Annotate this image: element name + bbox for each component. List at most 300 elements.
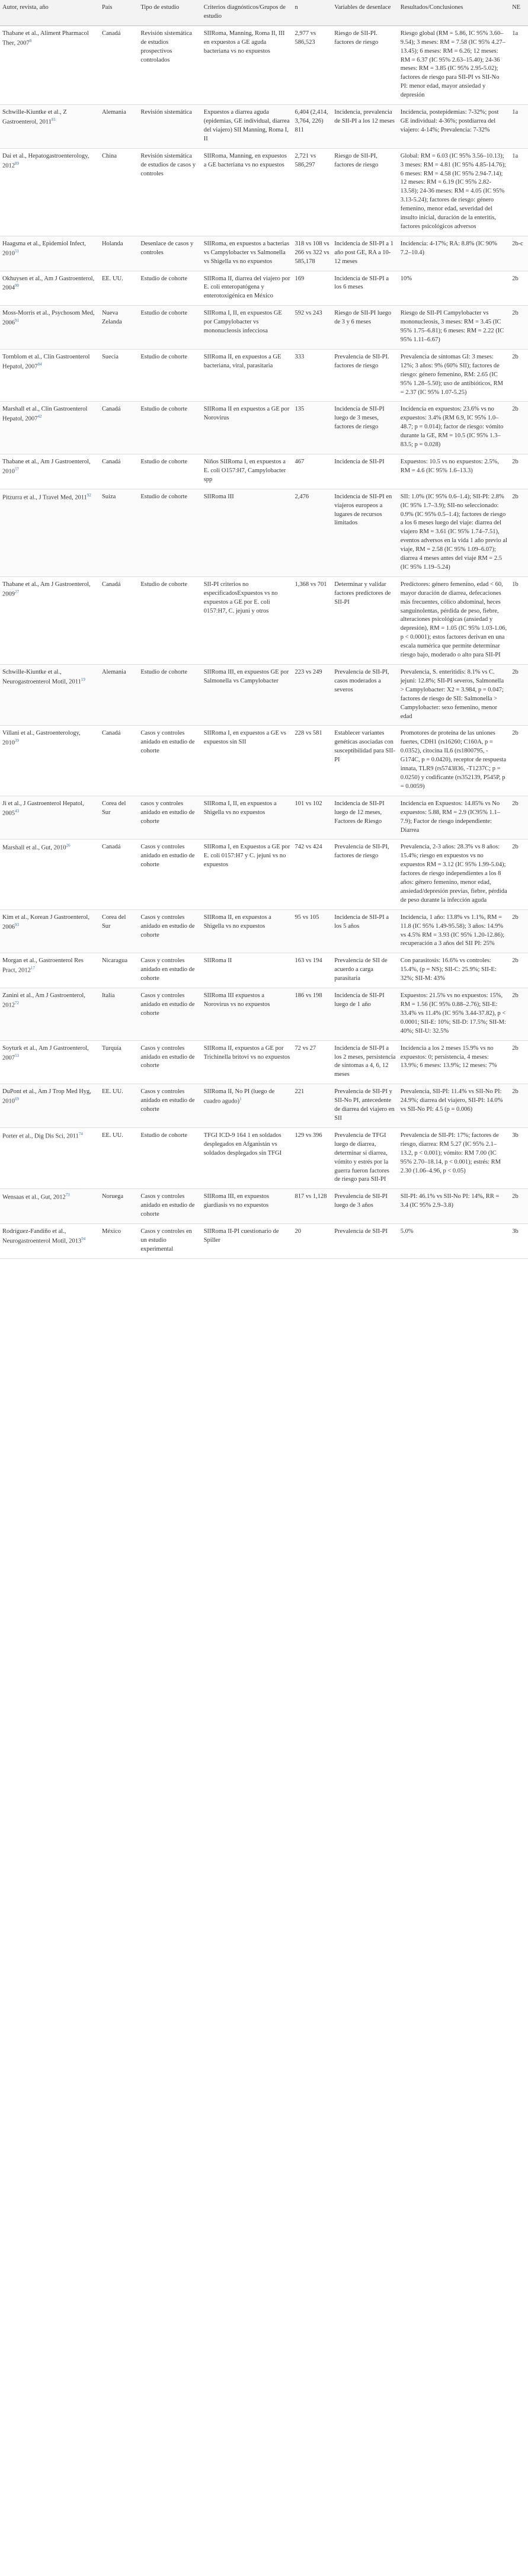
- cell-country-text: Alemania: [101, 109, 126, 116]
- table-row: [0, 306, 528, 350]
- cell-evidence-level-text: 2b: [512, 800, 519, 807]
- reference-link[interactable]: 92: [87, 492, 91, 498]
- cell-country: [100, 1224, 138, 1259]
- cell-n-text: 6,404 (2,414, 3,764, 226) 811: [295, 109, 328, 133]
- table-row: [0, 1084, 528, 1128]
- cell-author-text: Ji et al., J Gastroenterol Hepatol, 2005: [2, 800, 84, 817]
- cell-outcome-text: Riesgo de SII-PI luego de 3 y 6 meses: [334, 310, 392, 326]
- cell-n-text: 592 vs 243: [295, 310, 322, 317]
- table-body: [0, 25, 528, 1258]
- cell-n: [293, 1127, 332, 1188]
- cell-criteria-text: TFGI ICD-9 164 1 en soldados desplegados en Afganistán vs soldados desplegados sin TFGI: [203, 1132, 282, 1156]
- cell-evidence-level-text: 1a: [512, 152, 519, 159]
- cell-criteria: [201, 1224, 293, 1259]
- cell-n: [293, 454, 332, 489]
- cell-author: [0, 796, 100, 840]
- cell-criteria-text: SII-PI criterios no especificadosExpuestos vs no expuestos a GE por E. coli 0157:H7, C. jejuni y otros: [203, 581, 278, 614]
- cell-country-text: Corea del Sur: [101, 800, 126, 816]
- table-row: [0, 489, 528, 576]
- column-header-study-type: Tipo de estudio: [138, 0, 201, 25]
- reference-link[interactable]: 57: [15, 466, 19, 472]
- cell-n-text: 20: [295, 1228, 302, 1235]
- cell-results: [398, 726, 510, 796]
- cell-results: [398, 988, 510, 1041]
- reference-link[interactable]: 53: [15, 1053, 19, 1058]
- cell-results: [398, 402, 510, 454]
- cell-n: [293, 840, 332, 909]
- cell-outcome: [332, 1224, 398, 1259]
- cell-author-text: Morgan et al., Gastroenterol Res Pract, 2012: [2, 957, 84, 974]
- cell-author-text: Dai et al., Hepatogastroenterology, 2012: [2, 152, 89, 169]
- cell-study-type: [138, 665, 201, 726]
- reference-link[interactable]: 42: [37, 414, 42, 419]
- cell-author-text: DuPont et al., Am J Trop Med Hyg, 2010: [2, 1088, 91, 1105]
- cell-study-type: [138, 576, 201, 664]
- cell-country: [100, 576, 138, 664]
- cell-outcome-text: Establecer variantes genéticas asociadas con susceptibilidad para SII-PI: [334, 730, 395, 764]
- cell-outcome-text: Incidencia de SII-PI luego de 1 año: [334, 992, 385, 1008]
- cell-n-text: 817 vs 1,128: [295, 1193, 327, 1200]
- cell-results: [398, 271, 510, 306]
- cell-study-type: [138, 271, 201, 306]
- cell-evidence-level-text: 2b: [512, 669, 519, 675]
- cell-country-text: México: [101, 1228, 121, 1235]
- cell-n: [293, 576, 332, 664]
- header-row: [0, 0, 528, 25]
- cell-outcome-text: Prevalencia de SII-PI: [334, 1228, 388, 1235]
- table-row: [0, 726, 528, 796]
- cell-study-type-text: Casos y controles anidado en estudio de cohorte: [140, 992, 195, 1017]
- reference-link[interactable]: 8: [29, 38, 32, 43]
- cell-results: [398, 796, 510, 840]
- cell-n-text: 101 vs 102: [295, 800, 322, 807]
- cell-study-type-text: Estudio de cohorte: [140, 353, 188, 360]
- cell-evidence-level-text: 2b: [512, 844, 519, 851]
- cell-country-text: Turquía: [101, 1045, 121, 1052]
- cell-author-text: Zanini et al., Am J Gastroenterol, 2012: [2, 992, 85, 1009]
- cell-n-text: 2,476: [295, 493, 309, 500]
- column-header-results: Resultados/Conclusiones: [398, 0, 510, 25]
- column-header-country: País: [100, 0, 138, 25]
- cell-outcome: [332, 402, 398, 454]
- cell-evidence-level: [510, 402, 528, 454]
- cell-n: [293, 665, 332, 726]
- cell-author-text: Pitzurra et al., J Travel Med, 2011: [2, 494, 87, 501]
- cell-results: [398, 840, 510, 909]
- cell-author: [0, 840, 100, 909]
- cell-author: [0, 1224, 100, 1259]
- cell-country: [100, 665, 138, 726]
- cell-country: [100, 236, 138, 271]
- reference-link[interactable]: 84: [37, 361, 42, 367]
- cell-outcome-text: Prevalencia de SII-PI. factores de riesgo: [334, 353, 389, 369]
- cell-n: [293, 271, 332, 306]
- cell-results: [398, 489, 510, 576]
- cell-country: [100, 1084, 138, 1128]
- cell-criteria-text: SIIRoma III, en expuestos giardiasis vs no expuestos: [203, 1193, 269, 1209]
- cell-evidence-level: [510, 988, 528, 1041]
- table-row: [0, 1040, 528, 1084]
- cell-evidence-level: [510, 1224, 528, 1259]
- cell-results-text: Predictores: género femenino, edad < 60, mayor duración de diarrea, defecaciones más frecuentes, cólico abdominal, heces sanguinolentas, pérdida de peso, fiebre, alteraciones psicológicas (ansiedad y depresión), RM = 1.05 (IC 95% 1.03-1.06, p < 0.0001); estos factores derivan en una escala numérica que permite determinar riesgo bajo, moderado o alto para SII-PI: [400, 581, 507, 659]
- cell-criteria: [201, 454, 293, 489]
- cell-outcome: [332, 1189, 398, 1224]
- cell-outcome: [332, 306, 398, 350]
- cell-results-text: Prevalencia de síntomas GI: 3 meses: 12%; 3 años: 9% (60% SII); factores de riesgo: género femenino, RM: 2.65 (IC 95% 1.28–5.50); uso de antibióticos, RM = 2.37 (IC 95% 1.07-5.25): [400, 353, 503, 396]
- cell-results-text: Prevalencia, 2-3 años: 28.3% vs 8 años: 15.4%; riesgo en expuestos vs no expuestos RM = 3.12 (IC 95% 1.99-5.04); factores de riesgo independientes a los 8 años: género femenino, menor edad, ansiedad/depresión previas, fiebre, pérdida de peso durante la infección aguda: [400, 844, 507, 903]
- cell-outcome: [332, 1040, 398, 1084]
- cell-country-text: EE. UU.: [101, 1132, 123, 1139]
- cell-author: [0, 1127, 100, 1188]
- cell-outcome: [332, 148, 398, 236]
- cell-study-type: [138, 1189, 201, 1224]
- cell-outcome: [332, 988, 398, 1041]
- cell-results: [398, 236, 510, 271]
- cell-evidence-level-text: 2b: [512, 353, 519, 360]
- cell-study-type-text: Estudio de cohorte: [140, 406, 188, 413]
- cell-country-text: Canadá: [101, 581, 121, 588]
- reference-link[interactable]: 39: [15, 738, 19, 744]
- cell-author: [0, 271, 100, 306]
- cell-n-text: 135: [295, 406, 305, 413]
- cell-evidence-level: [510, 909, 528, 953]
- cell-evidence-level-text: 1a: [512, 30, 519, 37]
- cell-study-type-text: Casos y controles anidado en estudio de cohorte: [140, 1088, 195, 1113]
- cell-author: [0, 306, 100, 350]
- cell-study-type-text: Revisión sistemática: [140, 109, 192, 116]
- cell-author-text: Schwille-Kiuntke et al., Z Gastroenterol, 2011: [2, 109, 67, 126]
- cell-criteria: [201, 840, 293, 909]
- cell-author: [0, 236, 100, 271]
- cell-country: [100, 840, 138, 909]
- cell-study-type-text: Desenlace de casos y controles: [140, 240, 194, 256]
- reference-link[interactable]: 17: [30, 966, 35, 971]
- table-header: [0, 0, 528, 25]
- cell-criteria: [201, 576, 293, 664]
- reference-link[interactable]: 89: [15, 161, 19, 166]
- table-row: [0, 796, 528, 840]
- cell-criteria-text: SIIRoma, en expuestos a bacterias vs Campylobacter vs Salmonella vs Shigella vs no expuestos: [203, 240, 290, 265]
- cell-n: [293, 402, 332, 454]
- cell-country-text: EE. UU.: [101, 1088, 123, 1095]
- cell-author: [0, 909, 100, 953]
- table-row: [0, 148, 528, 236]
- column-header-n: n: [293, 0, 332, 25]
- cell-n-text: 1,368 vs 701: [295, 581, 327, 588]
- cell-evidence-level-text: 2b: [512, 1193, 519, 1200]
- cell-outcome-text: Incidencia de SII-PI en viajeros europeos a lugares de recursos limitados: [334, 493, 392, 527]
- cell-n: [293, 1224, 332, 1259]
- cell-n-text: 163 vs 194: [295, 957, 322, 965]
- cell-study-type: [138, 1084, 201, 1128]
- cell-criteria-text: SIIRoma, Manning, Roma II, III en expuestos a GE aguda bacteriana vs no expuestos: [203, 30, 285, 55]
- cell-outcome: [332, 726, 398, 796]
- cell-evidence-level: [510, 271, 528, 306]
- cell-results: [398, 306, 510, 350]
- cell-author: [0, 988, 100, 1041]
- reference-link[interactable]: 26: [66, 843, 71, 848]
- cell-country: [100, 726, 138, 796]
- cell-study-type: [138, 953, 201, 988]
- cell-country: [100, 1189, 138, 1224]
- cell-outcome: [332, 489, 398, 576]
- cell-outcome: [332, 349, 398, 402]
- cell-evidence-level: [510, 796, 528, 840]
- column-header-outcome: Variables de desenlace: [332, 0, 398, 25]
- cell-n: [293, 148, 332, 236]
- cell-study-type-text: casos y controles anidado en estudio de cohorte: [140, 800, 195, 825]
- reference-link[interactable]: 69: [15, 1097, 19, 1102]
- table-row: [0, 1189, 528, 1224]
- reference-link[interactable]: 94: [81, 1236, 86, 1241]
- footnote-link[interactable]: 1: [239, 1097, 242, 1102]
- cell-evidence-level-text: 1a: [512, 109, 519, 116]
- cell-study-type: [138, 1040, 201, 1084]
- cell-evidence-level: [510, 489, 528, 576]
- cell-outcome-text: Incidencia de SII-PI a 1 año post GE, RA a 10-12 meses: [334, 240, 393, 265]
- cell-n: [293, 236, 332, 271]
- table-row: [0, 454, 528, 489]
- table-row: [0, 271, 528, 306]
- cell-outcome-text: Incidencia de SII-PI a los 5 años: [334, 914, 389, 930]
- column-header-evidence-level: NE: [510, 0, 528, 25]
- cell-evidence-level-text: 1b: [512, 581, 519, 588]
- cell-country-text: Suecia: [101, 353, 119, 360]
- cell-author-text: Marshall et al., Gut, 2010: [2, 844, 66, 851]
- cell-author: [0, 489, 100, 576]
- reference-link[interactable]: 93: [15, 922, 19, 927]
- cell-n: [293, 796, 332, 840]
- cell-author-text: Wensaas et al., Gut, 2012: [2, 1194, 66, 1201]
- cell-country-text: Canadá: [101, 844, 121, 851]
- cell-outcome-text: Prevalencia de TFGI luego de diarrea, determinar si diarrea, vómito y estrés por la guerra fueron factores de riesgo para SII-PI: [334, 1132, 389, 1183]
- cell-study-type-text: Casos y controles anidado en estudio de cohorte: [140, 957, 195, 982]
- cell-criteria: [201, 148, 293, 236]
- cell-criteria-text: SIIRoma I, II, en expuestos GE por Campylobacter vs mononucleosis infecciosa: [203, 310, 282, 335]
- cell-n-text: 72 vs 27: [295, 1045, 316, 1052]
- cell-evidence-level: [510, 236, 528, 271]
- cell-author-text: Schwille-Kiuntke et al., Neurogastroenterol Motil, 2011: [2, 669, 81, 685]
- cell-evidence-level: [510, 840, 528, 909]
- cell-results-text: Incidencia, 1 año: 13.8% vs 1.1%, RM = 11.8 (IC 95% 1.49-95.58); 3 años: 14.9% vs 4.5% RM = 3.93 (IC 95% 1.20-12.86); recuperación a 3 años del SII PI: 25%: [400, 914, 505, 947]
- cell-n: [293, 25, 332, 104]
- reference-link[interactable]: 73: [65, 1193, 70, 1198]
- cell-evidence-level: [510, 665, 528, 726]
- cell-author: [0, 1040, 100, 1084]
- cell-author-text: Rodríguez-Fandiño et al., Neurogastroenterol Motil, 2013: [2, 1228, 82, 1245]
- cell-results-text: Incidencia: 4-17%; RA: 8.8% (IC 90% 7.2–10.4): [400, 240, 498, 256]
- cell-results-text: SII: 1.0% (IC 95% 0.6–1.4); SII-PI: 2.8% (IC 95% 1.7–3.9); SII-no seleccionado: 0.9% (IC 95% 0.5–1.4); factores de riesgo a los 6 meses luego del viaje: diarrea del viajero RM = 3.61 (IC 95% 1.74–7.51), eventos adversos en la vida 1 año previo al viaje, RM = 2.58 (IC 95% 1.09–6.07); diarrea 4 meses antes del viaje RM = 2.5 (IC 95% 1.19–5.24): [400, 493, 507, 571]
- cell-country-text: Canadá: [101, 30, 121, 37]
- cell-outcome: [332, 796, 398, 840]
- cell-country: [100, 909, 138, 953]
- cell-n: [293, 1040, 332, 1084]
- cell-n: [293, 953, 332, 988]
- reference-link[interactable]: 91: [15, 318, 19, 323]
- table-row: [0, 665, 528, 726]
- cell-criteria: [201, 349, 293, 402]
- cell-n-text: 318 vs 108 vs 266 vs 322 vs 585,178: [295, 240, 329, 265]
- cell-n: [293, 909, 332, 953]
- reference-link[interactable]: 19: [81, 677, 85, 682]
- cell-results: [398, 909, 510, 953]
- evidence-table: [0, 0, 528, 1259]
- cell-author-text: Marshall et al., Clin Gastroenterol Hepatol, 2007: [2, 406, 88, 422]
- cell-n-text: 333: [295, 353, 305, 360]
- cell-n-text: 2,721 vs 586,297: [295, 152, 316, 168]
- cell-study-type: [138, 796, 201, 840]
- cell-results-text: 10%: [400, 275, 412, 282]
- cell-results-text: Incidencia, postepidemias: 7-32%; post GE individual: 4-36%; postdiarrea del viajero: 4-14%; Prevalencia: 7-32%: [400, 109, 499, 133]
- cell-study-type: [138, 489, 201, 576]
- cell-study-type: [138, 988, 201, 1041]
- cell-results: [398, 148, 510, 236]
- cell-author-text: Villani et al., Gastroenterology, 2010: [2, 730, 81, 746]
- cell-n-text: 95 vs 105: [295, 914, 319, 921]
- cell-evidence-level-text: 2b: [512, 992, 519, 999]
- cell-study-type-text: Estudio de cohorte: [140, 581, 188, 588]
- cell-criteria-text: SIIRoma II, diarrea del viajero por E. coli enteropatógena y enterotoxigénica en México: [203, 275, 290, 300]
- table-row: [0, 402, 528, 454]
- cell-study-type-text: Casos y controles en un estudio experimental: [140, 1228, 192, 1252]
- cell-study-type: [138, 840, 201, 909]
- cell-n-text: 467: [295, 458, 305, 465]
- cell-evidence-level-text: 2b: [512, 310, 519, 317]
- reference-link[interactable]: 81: [52, 117, 56, 122]
- cell-results-text: Riesgo de SII-PI Campylobacter vs mononucleosis, 3 meses: RM = 3.45 (IC 95% 1.75–6.81); 6 meses: RM = 2.22 (IC 95% 1.11–6.67): [400, 310, 504, 343]
- table-row: [0, 840, 528, 909]
- cell-country: [100, 489, 138, 576]
- cell-outcome-text: Prevalencia de SII-PI y SII-No PI, antecedente de diarrea del viajero en SII: [334, 1088, 395, 1122]
- cell-country: [100, 988, 138, 1041]
- cell-study-type-text: Estudio de cohorte: [140, 1132, 188, 1139]
- cell-results: [398, 953, 510, 988]
- cell-criteria-text: SIIRoma II, en expuestos a GE bacteriana, viral, parasitaria: [203, 353, 281, 369]
- cell-author: [0, 1189, 100, 1224]
- cell-criteria: [201, 105, 293, 149]
- cell-author: [0, 953, 100, 988]
- cell-results: [398, 1084, 510, 1128]
- cell-study-type-text: Casos y controles anidado en estudio de cohorte: [140, 914, 195, 938]
- cell-country-text: Alemania: [101, 669, 126, 675]
- cell-country: [100, 349, 138, 402]
- cell-results: [398, 105, 510, 149]
- cell-study-type: [138, 454, 201, 489]
- cell-country: [100, 1040, 138, 1084]
- cell-n: [293, 1084, 332, 1128]
- cell-n-text: 742 vs 424: [295, 844, 322, 851]
- cell-evidence-level: [510, 1127, 528, 1188]
- cell-study-type-text: Estudio de cohorte: [140, 310, 188, 317]
- cell-study-type-text: Casos y controles anidado en estudio de cohorte: [140, 1193, 195, 1218]
- cell-criteria: [201, 953, 293, 988]
- cell-outcome-text: Incidencia de SII-PI luego de 12 meses, Factores de Riesgo: [334, 800, 385, 825]
- cell-criteria: [201, 489, 293, 576]
- cell-outcome: [332, 25, 398, 104]
- cell-criteria-text: SIIRoma I, en Expuestos a GE por E. coli 0157:H7 y C. jejuni vs no expuestos: [203, 844, 290, 869]
- cell-author-text: Moss-Morris et al., Psychosom Med, 2006: [2, 310, 95, 326]
- cell-results: [398, 665, 510, 726]
- cell-author: [0, 25, 100, 104]
- table-row: [0, 909, 528, 953]
- cell-evidence-level: [510, 726, 528, 796]
- reference-link[interactable]: 74: [78, 1131, 83, 1136]
- cell-evidence-level: [510, 306, 528, 350]
- cell-criteria: [201, 1189, 293, 1224]
- cell-results-text: Expuestos: 10.5 vs no expuestos: 2.5%, RM = 4.6 (IC 95% 1.6–13.3): [400, 458, 499, 474]
- cell-study-type-text: Revisión sistemática de estudios de casos y controles: [140, 152, 196, 177]
- cell-evidence-level: [510, 1189, 528, 1224]
- cell-study-type: [138, 402, 201, 454]
- cell-n-text: 169: [295, 275, 305, 282]
- cell-study-type: [138, 236, 201, 271]
- cell-study-type-text: Casos y controles anidado en estudio de cohorte: [140, 844, 195, 869]
- cell-author-text: Soyturk et al., Am J Gastroenterol, 2007: [2, 1045, 89, 1062]
- cell-criteria-text: SIIRoma II, expuestos a GE por Trichinella britovi vs no expuestos: [203, 1045, 290, 1060]
- cell-results-text: Expuestos: 21.5% vs no expuestos: 15%, RM = 1.56 (IC 95% 0.88–2.76); SII-E: 33.4% vs 11.4% (IC 95% 3.44-37.82), p < 0.0001; SII-E: 10%; SII-D: 17.5%; SII-M: 40%; SII-U: 32.5%: [400, 992, 506, 1034]
- cell-study-type: [138, 1127, 201, 1188]
- cell-study-type: [138, 105, 201, 149]
- cell-criteria: [201, 726, 293, 796]
- cell-country: [100, 454, 138, 489]
- cell-evidence-level-text: 2b: [512, 275, 519, 282]
- reference-link[interactable]: 51: [15, 248, 19, 254]
- cell-results: [398, 1224, 510, 1259]
- cell-country-text: Noruega: [101, 1193, 124, 1200]
- cell-evidence-level-text: 2b: [512, 406, 519, 413]
- cell-criteria-text: Niños SIIRoma I, en expuestos a E. coli O157:H7, Campylobacter spp: [203, 458, 286, 483]
- cell-results-text: Incidencia en expuestos: 23.6% vs no expuestos: 3.4% (RM 6.9, IC 95% 1.0–48.7; p = 0.014); factor de riesgo: vómito durante la GE, RM = 10.5 (IC 95% 1.3–83.5; p = 0.028): [400, 406, 504, 448]
- cell-country-text: Suiza: [101, 493, 116, 500]
- cell-criteria: [201, 236, 293, 271]
- cell-country-text: Canadá: [101, 406, 121, 413]
- reference-link[interactable]: 72: [15, 1001, 19, 1005]
- cell-results-text: Promotores de proteína de las uniones fuertes, CDH1 (rs16260; C160A, p = 0.0352), citocina IL6 (rs1800795, -G174C, p = 0.0420), receptor de respuesta innata, TLR9 (rs5743836, -T1237C; p = 0.0250) y codificante (rs352139, P545P, p = 0.0059): [400, 730, 506, 790]
- cell-evidence-level-text: 2b: [512, 914, 519, 921]
- cell-outcome: [332, 454, 398, 489]
- cell-n-text: 223 vs 249: [295, 669, 322, 675]
- cell-author-text: Haagsma et al., Epidemiol Infect, 2010: [2, 240, 86, 257]
- cell-outcome: [332, 953, 398, 988]
- reference-link[interactable]: 27: [15, 589, 19, 594]
- cell-criteria-text: SIIRoma II: [203, 957, 232, 965]
- cell-criteria: [201, 25, 293, 104]
- cell-evidence-level-text: 3b: [512, 1132, 519, 1139]
- cell-country: [100, 105, 138, 149]
- cell-n: [293, 306, 332, 350]
- cell-outcome-text: Prevalencia de SII de acuerdo a carga parasitaria: [334, 957, 388, 982]
- cell-criteria-text: Expuestos a diarrea aguda (epidemias, GE individual, diarrea del viajero) SII Manning, Roma I, II: [203, 109, 290, 142]
- cell-country-text: EE. UU.: [101, 275, 123, 282]
- cell-n-text: 221: [295, 1088, 305, 1095]
- cell-criteria: [201, 909, 293, 953]
- cell-evidence-level: [510, 454, 528, 489]
- reference-link[interactable]: 90: [15, 283, 19, 289]
- cell-criteria: [201, 988, 293, 1041]
- reference-link[interactable]: 43: [15, 808, 19, 813]
- cell-criteria: [201, 1040, 293, 1084]
- cell-country: [100, 796, 138, 840]
- table-row: [0, 25, 528, 104]
- cell-outcome-text: Prevalencia de SII-PI, casos moderados a severos: [334, 669, 389, 693]
- cell-author: [0, 1084, 100, 1128]
- cell-criteria-text: SIIRoma III, en expuestos GE por Salmonella vs Campylobacter: [203, 669, 289, 684]
- cell-study-type-text: Estudio de cohorte: [140, 275, 188, 282]
- cell-outcome: [332, 236, 398, 271]
- cell-outcome: [332, 909, 398, 953]
- column-header-criteria: Criterios diagnósticos/Grupos de estudio: [201, 0, 293, 25]
- table-row: [0, 576, 528, 664]
